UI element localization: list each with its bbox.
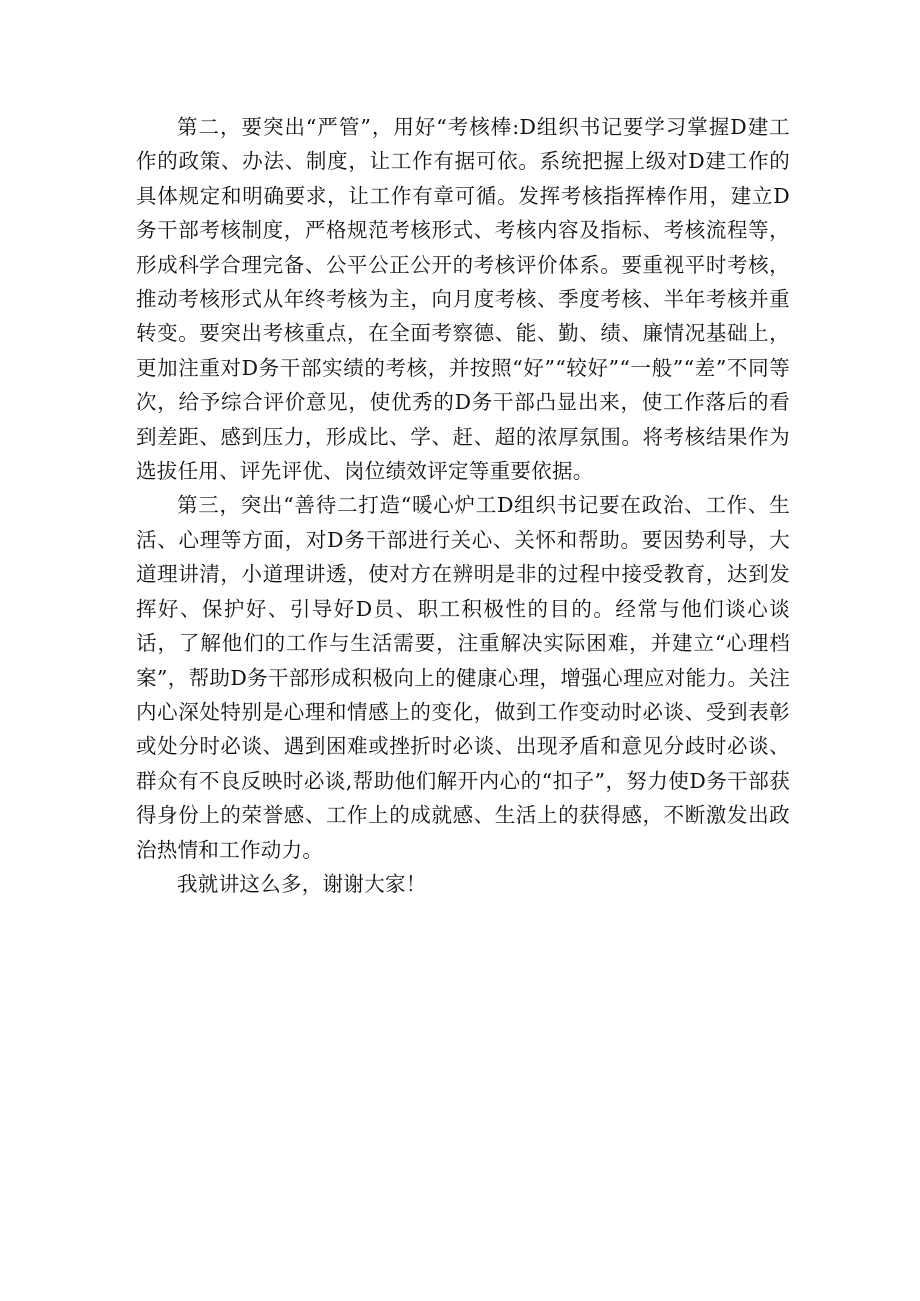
paragraph-warm-care: 第三，突出“善待二打造“暖心炉工D组织书记要在政治、工作、生活、心理等方面，对D务干部进行关心、关怀和帮助。要因势利导，大道理讲清，小道理讲透，使对方在辨明是非的过程中接受教育，达到发挥好、保护好、引导好D员、职工积极性的目的。经常与他们谈心谈话，了解他们的工作与生活需要，注重解决实际困难，并建立“心理档案”，帮助D务干部形成积极向上的健康心理，增强心理应对能力。关注内心深处特别是心理和情感上的变化，做到工作变动时必谈、受到表彰或处分时必谈、遇到困难或挫折时必谈、出现矛盾和意见分歧时必谈、群众有不良反映时必谈,帮助他们解开内心的“扣子”，努力使D务干部获得身份上的荣誉感、工作上的成就感、生活上的获得感，不断激发出政治热情和工作动力。 — [136, 493, 790, 862]
paragraph-closing: 我就讲这么多，谢谢大家！ — [177, 871, 427, 896]
document-body — [136, 110, 790, 901]
paragraph-strict-management: 第二，要突出“严管”，用好“考核棒:D组织书记要学习掌握D建工作的政策、办法、制度，让工作有据可依。系统把握上级对D建工作的具体规定和明确要求，让工作有章可循。发挥考核指挥棒作用，建立D务干部考核制度，严格规范考核形式、考核内容及指标、考核流程等，形成科学合理完备、公平公正公开的考核评价体系。要重视平时考核，推动考核形式从年终考核为主，向月度考核、季度考核、半年考核并重转变。要突出考核重点，在全面考察德、能、勤、绩、廉情况基础上，更加注重对D务干部实绩的考核，并按照“好”“较好”“一般”“差”不同等次，给予综合评价意见，使优秀的D务干部凸显出来，使工作落后的看到差距、感到压力，形成比、学、赶、超的浓厚氛围。将考核结果作为选拔任用、评先评优、岗位绩效评定等重要依据。 — [136, 115, 790, 484]
